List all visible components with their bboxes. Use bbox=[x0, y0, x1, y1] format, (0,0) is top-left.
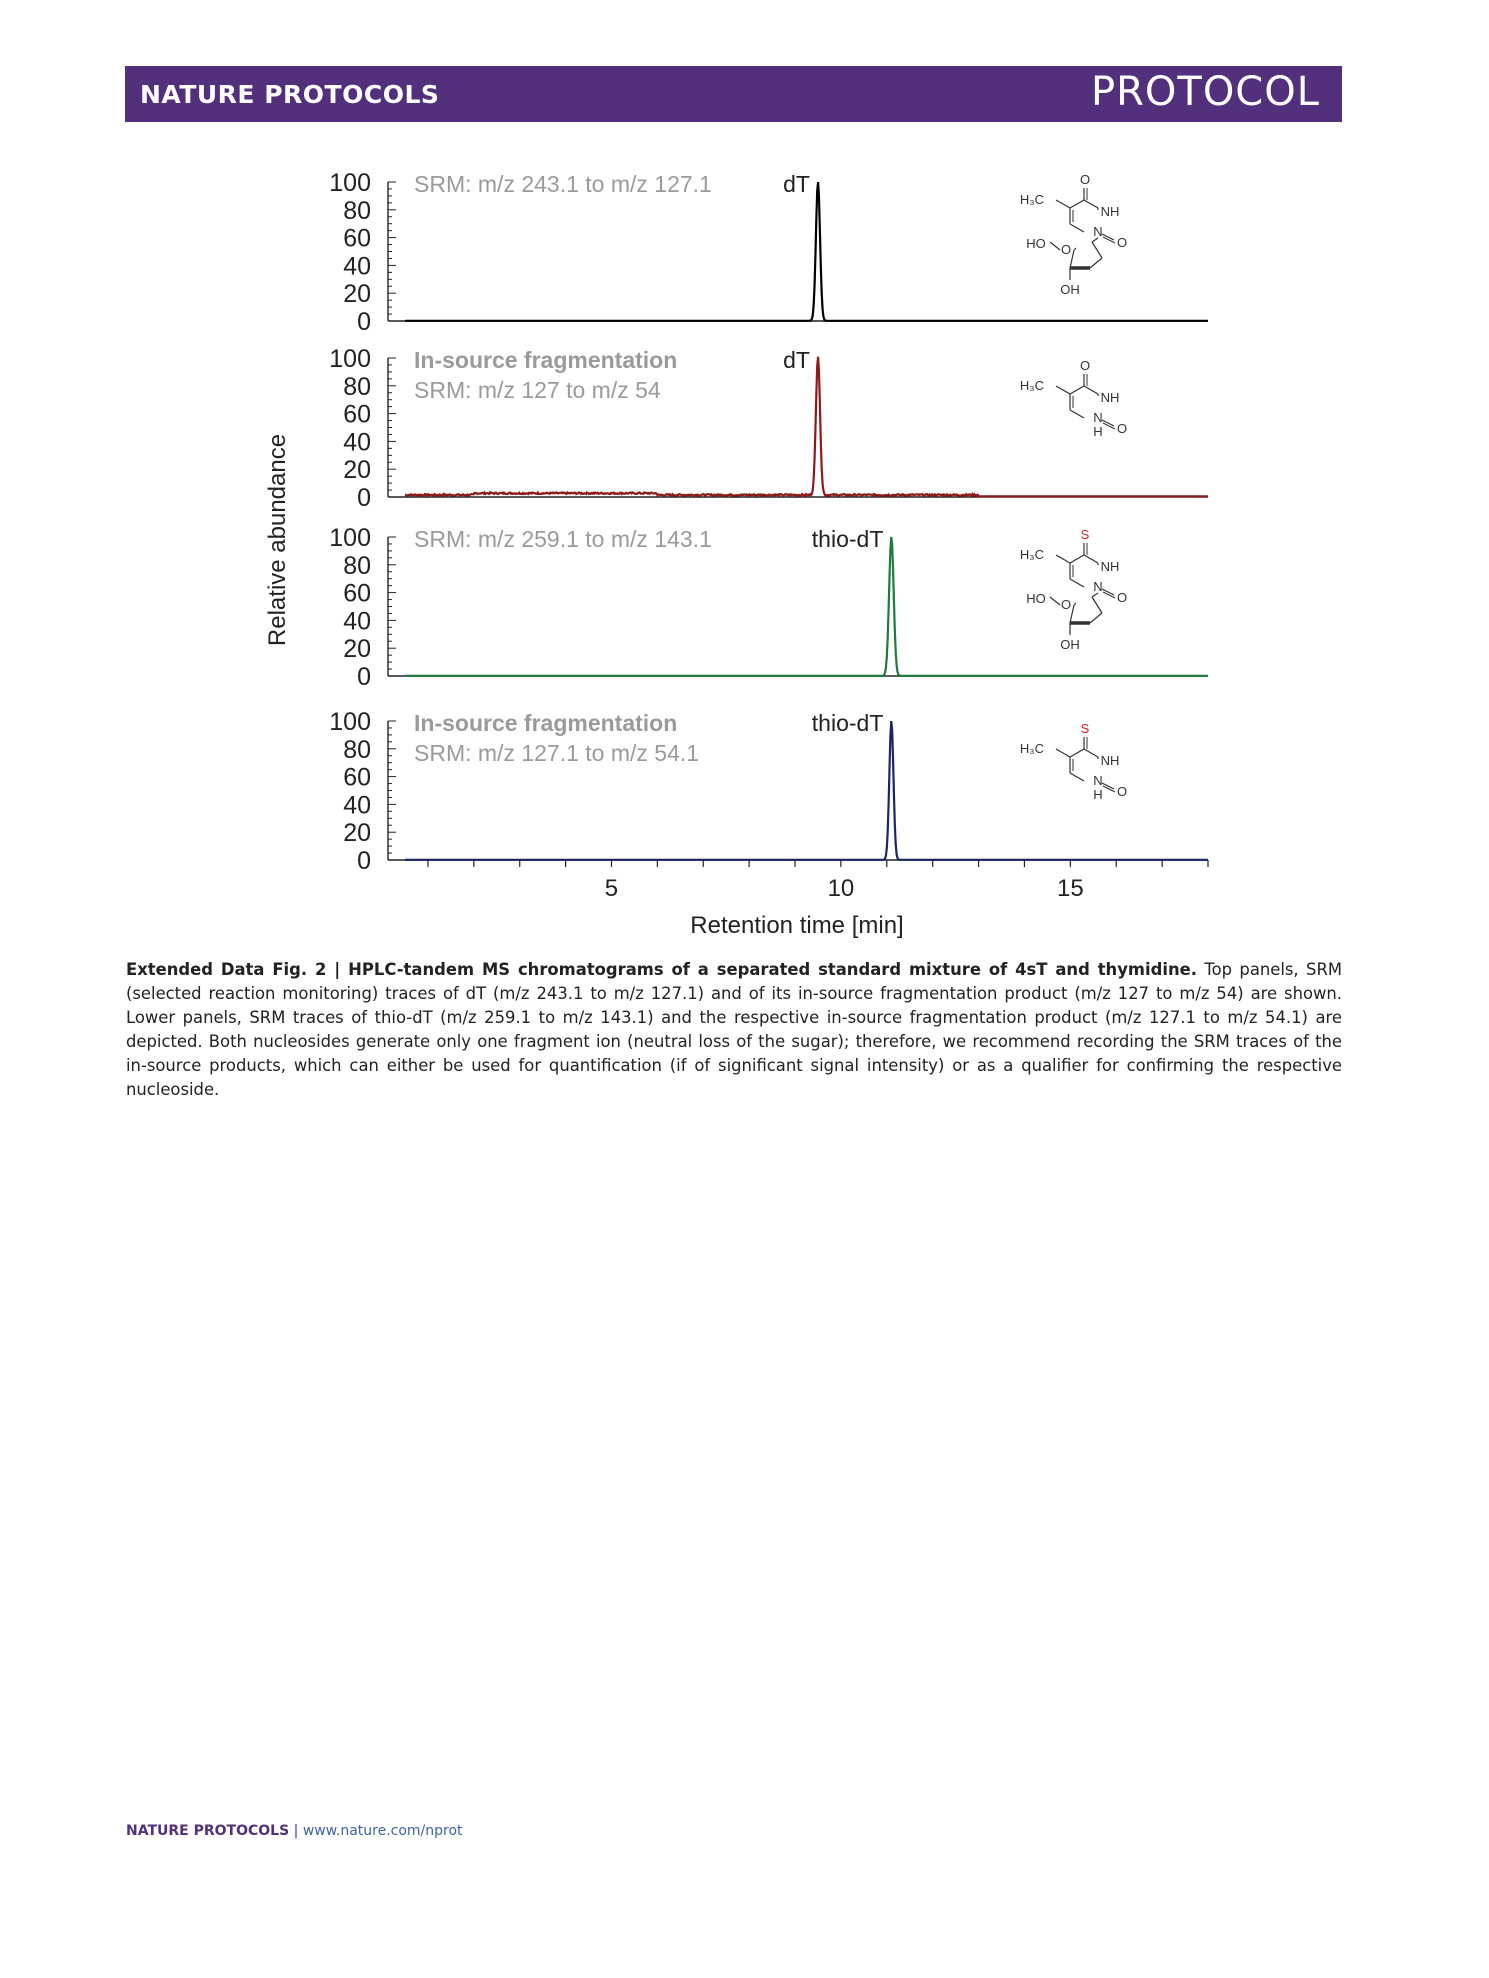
nh-label: NH bbox=[1100, 753, 1120, 768]
bond bbox=[1084, 749, 1098, 757]
nh-label: NH bbox=[1100, 204, 1120, 219]
compound-label: dT bbox=[783, 171, 810, 197]
bond bbox=[1050, 242, 1060, 250]
bond bbox=[1070, 773, 1084, 781]
bond bbox=[1070, 410, 1084, 418]
n-label: N bbox=[1093, 579, 1103, 594]
y-tick-label: 100 bbox=[329, 708, 371, 736]
y-tick-label: 80 bbox=[343, 372, 371, 401]
y-tick-label: 20 bbox=[343, 819, 371, 848]
bond bbox=[1092, 597, 1102, 613]
bond bbox=[1070, 224, 1084, 232]
bond bbox=[1056, 555, 1070, 563]
compound-label: thio-dT bbox=[811, 710, 884, 736]
structure-thiothymidine bbox=[1020, 527, 1127, 652]
page-footer bbox=[126, 1823, 463, 1839]
x-tick-label: 10 bbox=[827, 875, 855, 902]
y-tick-label: 60 bbox=[343, 763, 371, 792]
y-tick-label: 60 bbox=[343, 579, 371, 608]
methyl-label: H₃C bbox=[1019, 378, 1044, 393]
hydrogen-label: H bbox=[1093, 424, 1103, 439]
ring-oxygen-label: O bbox=[1060, 597, 1072, 612]
bond bbox=[1070, 579, 1084, 587]
oxygen-label: O bbox=[1079, 358, 1091, 373]
y-tick-label: 40 bbox=[343, 428, 371, 457]
bond bbox=[1092, 242, 1102, 258]
bond bbox=[1056, 200, 1070, 208]
oxygen-label: O bbox=[1116, 590, 1128, 605]
hydroxyl-label: OH bbox=[1060, 637, 1080, 652]
bond bbox=[1084, 386, 1098, 394]
y-tick-label: 100 bbox=[329, 524, 371, 552]
n-label: N bbox=[1093, 410, 1103, 425]
x-tick-label: 5 bbox=[604, 875, 619, 902]
y-tick-label: 40 bbox=[343, 607, 371, 636]
footer-journal: NATURE PROTOCOLS bbox=[126, 1823, 290, 1839]
bond bbox=[1084, 200, 1098, 208]
methyl-label: H₃C bbox=[1019, 192, 1044, 207]
structure-thymidine bbox=[1020, 172, 1127, 297]
y-tick-label: 0 bbox=[357, 663, 371, 691]
bond bbox=[1070, 200, 1084, 208]
y-tick-label: 0 bbox=[357, 847, 371, 875]
x-axis-label: Retention time [min] bbox=[690, 912, 904, 939]
panel-title: SRM: m/z 127.1 to m/z 54.1 bbox=[414, 740, 700, 766]
bond bbox=[1070, 555, 1084, 563]
panel-title: SRM: m/z 127 to m/z 54 bbox=[414, 377, 661, 403]
hydroxyl-label: HO bbox=[1026, 236, 1046, 251]
hydroxyl-label: HO bbox=[1026, 591, 1046, 606]
oxygen-label: O bbox=[1116, 235, 1128, 250]
caption-text: Top panels, SRM (selected reaction monitoring) traces of dT (m/z 243.1 to m/z 127.1) and of its in-source fragmentation product (m/z 127 to m/z 54) are shown. Lower panels, SRM traces of thio-dT (m/z 259.1 to m/z 143.1) and the respective in-source fragmentation product (m/z 127.1 to m/z 54.1) are depicted. Both nucleosides generate only one fragment ion (neutral loss of the sugar); therefore, we recommend recording the SRM traces of the in-source products, which can either be used for quantification (if of significant signal intensity) or as a qualifier for confirming the respective nucleoside. bbox=[126, 960, 1342, 1099]
x-axis bbox=[428, 860, 1208, 902]
y-axis-label: Relative abundance bbox=[264, 433, 291, 647]
x-tick-label: 15 bbox=[1056, 875, 1084, 902]
bond bbox=[1074, 603, 1076, 605]
y-tick-label: 40 bbox=[343, 791, 371, 820]
hydroxyl-label: OH bbox=[1060, 282, 1080, 297]
bond bbox=[1084, 555, 1098, 563]
bond bbox=[1050, 597, 1060, 605]
y-tick-label: 80 bbox=[343, 551, 371, 580]
hydrogen-label: H bbox=[1093, 787, 1103, 802]
y-tick-label: 20 bbox=[343, 456, 371, 485]
y-tick-label: 60 bbox=[343, 224, 371, 253]
sulfur-label: S bbox=[1080, 721, 1090, 736]
nh-label: NH bbox=[1100, 559, 1120, 574]
compound-label: dT bbox=[783, 347, 810, 373]
caption-label: Extended Data Fig. 2 | HPLC-tandem MS chromatograms of a separated standard mixture of 4sT and thymidine. bbox=[126, 960, 1197, 979]
article-type: PROTOCOL bbox=[1090, 69, 1320, 115]
compound-label: thio-dT bbox=[811, 526, 884, 552]
panel-title: SRM: m/z 259.1 to m/z 143.1 bbox=[414, 526, 712, 552]
structure-thymine bbox=[1020, 358, 1127, 439]
bond bbox=[1056, 386, 1070, 394]
y-tick-label: 20 bbox=[343, 280, 371, 309]
trace-dT-srm bbox=[405, 182, 1208, 321]
panel-title-bold: In-source fragmentation bbox=[414, 347, 678, 373]
oxygen-label: O bbox=[1116, 421, 1128, 436]
oxygen-label: O bbox=[1116, 784, 1128, 799]
structure-thiothymine bbox=[1020, 721, 1127, 802]
panel-thio-srm bbox=[329, 524, 1208, 691]
y-tick-label: 60 bbox=[343, 400, 371, 429]
sulfur-label: S bbox=[1080, 527, 1090, 542]
nh-label: NH bbox=[1100, 390, 1120, 405]
chromatogram-figure bbox=[0, 0, 1489, 950]
n-label: N bbox=[1093, 773, 1103, 788]
footer-url[interactable]: www.nature.com/nprot bbox=[302, 1823, 463, 1839]
methyl-label: H₃C bbox=[1019, 547, 1044, 562]
panel-title: SRM: m/z 243.1 to m/z 127.1 bbox=[414, 171, 712, 197]
y-tick-label: 80 bbox=[343, 735, 371, 764]
bond bbox=[1090, 258, 1102, 268]
journal-name: NATURE PROTOCOLS bbox=[140, 80, 440, 109]
y-tick-label: 80 bbox=[343, 196, 371, 225]
footer-separator: | bbox=[289, 1823, 303, 1839]
panel-dT-srm bbox=[329, 169, 1208, 336]
methyl-label: H₃C bbox=[1019, 741, 1044, 756]
panel-title-bold: In-source fragmentation bbox=[414, 710, 678, 736]
bond bbox=[1070, 749, 1084, 757]
ring-oxygen-label: O bbox=[1060, 242, 1072, 257]
panel-thio-insource bbox=[329, 708, 1208, 875]
trace-thio-srm bbox=[405, 537, 1208, 676]
y-tick-label: 20 bbox=[343, 635, 371, 664]
y-tick-label: 100 bbox=[329, 169, 371, 197]
bond bbox=[1074, 248, 1076, 250]
n-label: N bbox=[1093, 224, 1103, 239]
y-tick-label: 40 bbox=[343, 252, 371, 281]
chart-panels bbox=[329, 169, 1208, 875]
y-tick-label: 100 bbox=[329, 345, 371, 373]
y-tick-label: 0 bbox=[357, 484, 371, 512]
bond bbox=[1090, 613, 1102, 623]
y-tick-label: 0 bbox=[357, 308, 371, 336]
oxygen-label: O bbox=[1079, 172, 1091, 187]
figure-caption bbox=[126, 958, 1342, 1102]
panel-dT-insource bbox=[329, 345, 1208, 512]
bond bbox=[1070, 386, 1084, 394]
bond bbox=[1056, 749, 1070, 757]
